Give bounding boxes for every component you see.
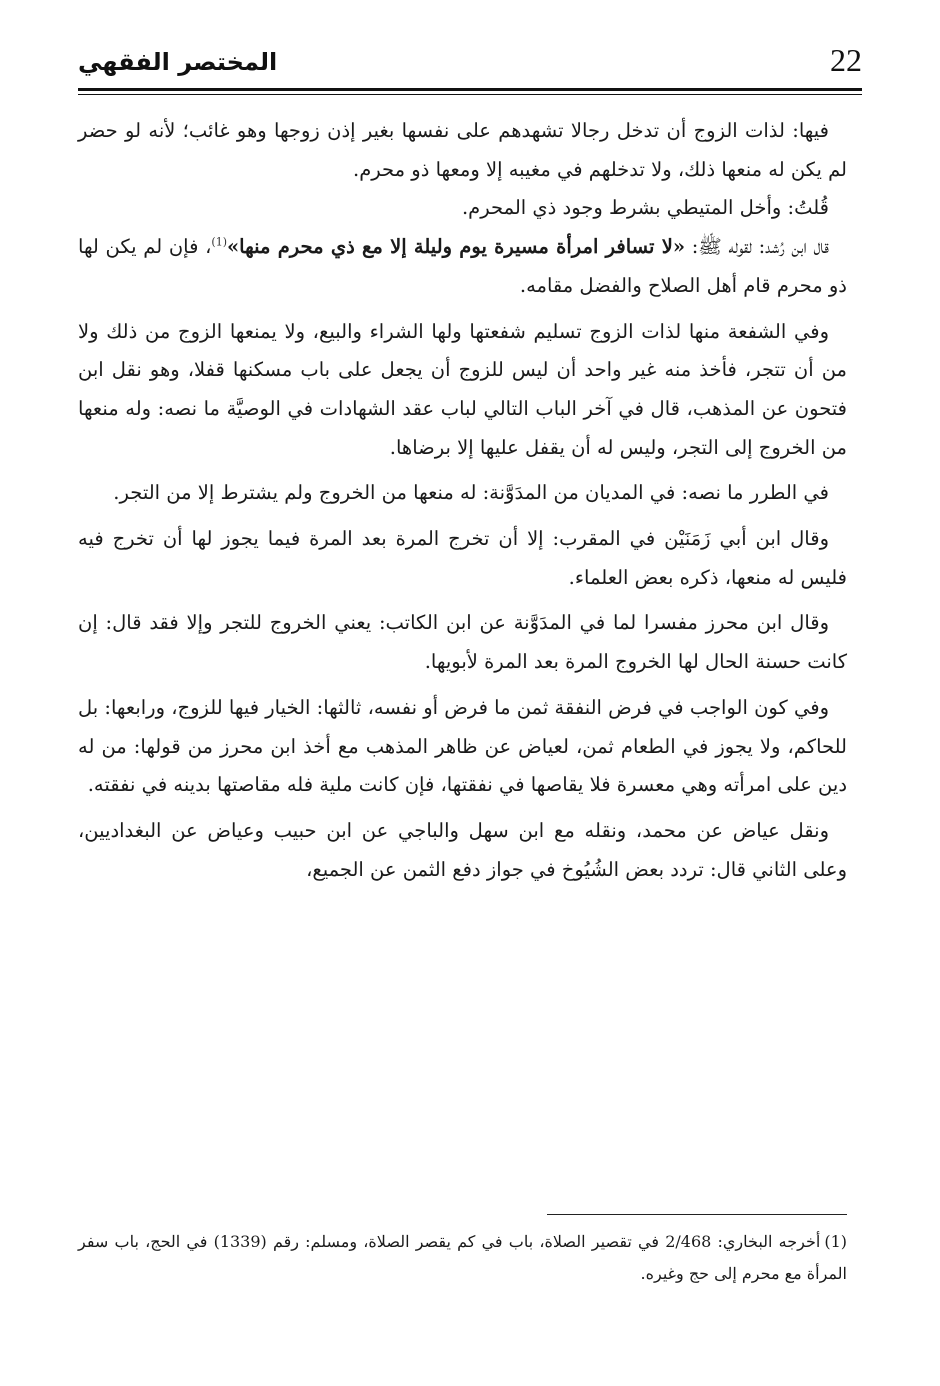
hadith-lead: قال ابن رُشد: لقوله ﷺ: — [685, 235, 829, 259]
paragraph: فيها: لذات الزوج أن تدخل رجالا تشهدهم على نفسها بغير إذن زوجها وهو غائب؛ لأنه لو حضر لم يكن له منعها ذلك، ولا تدخلهم في مغيبه إلا ومعها ذو محرم. — [78, 119, 847, 181]
running-title: المختصر الفقهي — [78, 48, 278, 76]
paragraph: وفي كون الواجب في فرض النفقة ثمن ما فرض أو نفسه، ثالثها: الخيار فيها للزوج، ورابعها: بل للحاكم، ولا يجوز في الطعام ثمن، لعياض عن ظاهر المذهب مع أخذ ابن محرز من قولها: من له دين على امرأته وهي معسرة فلا يقاصها في نفقتها، فإن كانت ملية فله مقاصتها بدينه في نفقته. — [78, 695, 847, 797]
header-divider — [78, 88, 862, 91]
paragraph: في الطرر ما نصه: في المديان من المدَوَّنة: له منعها من الخروج ولم يشترط إلا من التجر. — [113, 481, 829, 505]
footnote — [78, 1226, 847, 1290]
hadith-tail: ، فإن لم يكن لها ذو محرم قام أهل الصلاح والفضل مقامه. — [78, 235, 847, 297]
footnote-reference[interactable]: (1) — [211, 235, 227, 249]
header-divider-thin — [78, 94, 862, 95]
paragraph: قُلتُ: وأخل المتيطي بشرط وجود ذي المحرم. — [461, 196, 829, 220]
paragraph: وقال ابن محرز مفسرا لما في المدَوَّنة عن ابن الكاتب: يعني الخروج للتجر وإلا فقد قال: إن كانت حسنة الحال لها الخروج المرة بعد المرة لأبويها. — [78, 611, 847, 674]
hadith-paragraph — [78, 228, 847, 305]
page-header — [78, 38, 862, 86]
footnote-number: (1) — [824, 1232, 847, 1251]
footnote-divider — [547, 1214, 847, 1215]
paragraph: ونقل عياض عن محمد، ونقله مع ابن سهل والباجي عن ابن حبيب وعياض عن البغداديين، وعلى الثاني قال: تردد بعض الشُيُوخ في جواز دفع الثمن عن الجميع، — [78, 818, 847, 881]
paragraph: وفي الشفعة منها لذات الزوج تسليم شفعتها ولها الشراء والبيع، ولا يمنعها الزوج من ذلك ولا من أن تتجر، فأخذ منه غير واحد أن ليس للزوج أن يجعل على باب مسكنها قفلا، وهو نقل ابن فتحون عن المذهب، قال في آخر الباب التالي لباب عقد الشهادات في الوصيَّة ما نصه: وله منعها من الخروج إلى التجر، وليس له أن يقفل عليها إلا برضاها. — [78, 319, 847, 459]
footnotes — [78, 1226, 847, 1290]
page-number: 22 — [830, 42, 862, 78]
footnote-text: أخرجه البخاري: 2/468 في تقصير الصلاة، باب في كم يقصر الصلاة، ومسلم: رقم (1339) في الحج، باب سفر المرأة مع محرم إلى حج وغيره. — [78, 1232, 847, 1283]
main-text — [78, 112, 847, 896]
hadith-quote: «لا تسافر امرأة مسيرة يوم وليلة إلا مع ذي محرم منها» — [226, 235, 686, 259]
paragraph: وقال ابن أبي زَمَنَيْن في المقرب: إلا أن تخرج المرة بعد المرة فيما يجوز لها أن تخرج فيه فليس له منعها، ذكره بعض العلماء. — [78, 527, 847, 589]
